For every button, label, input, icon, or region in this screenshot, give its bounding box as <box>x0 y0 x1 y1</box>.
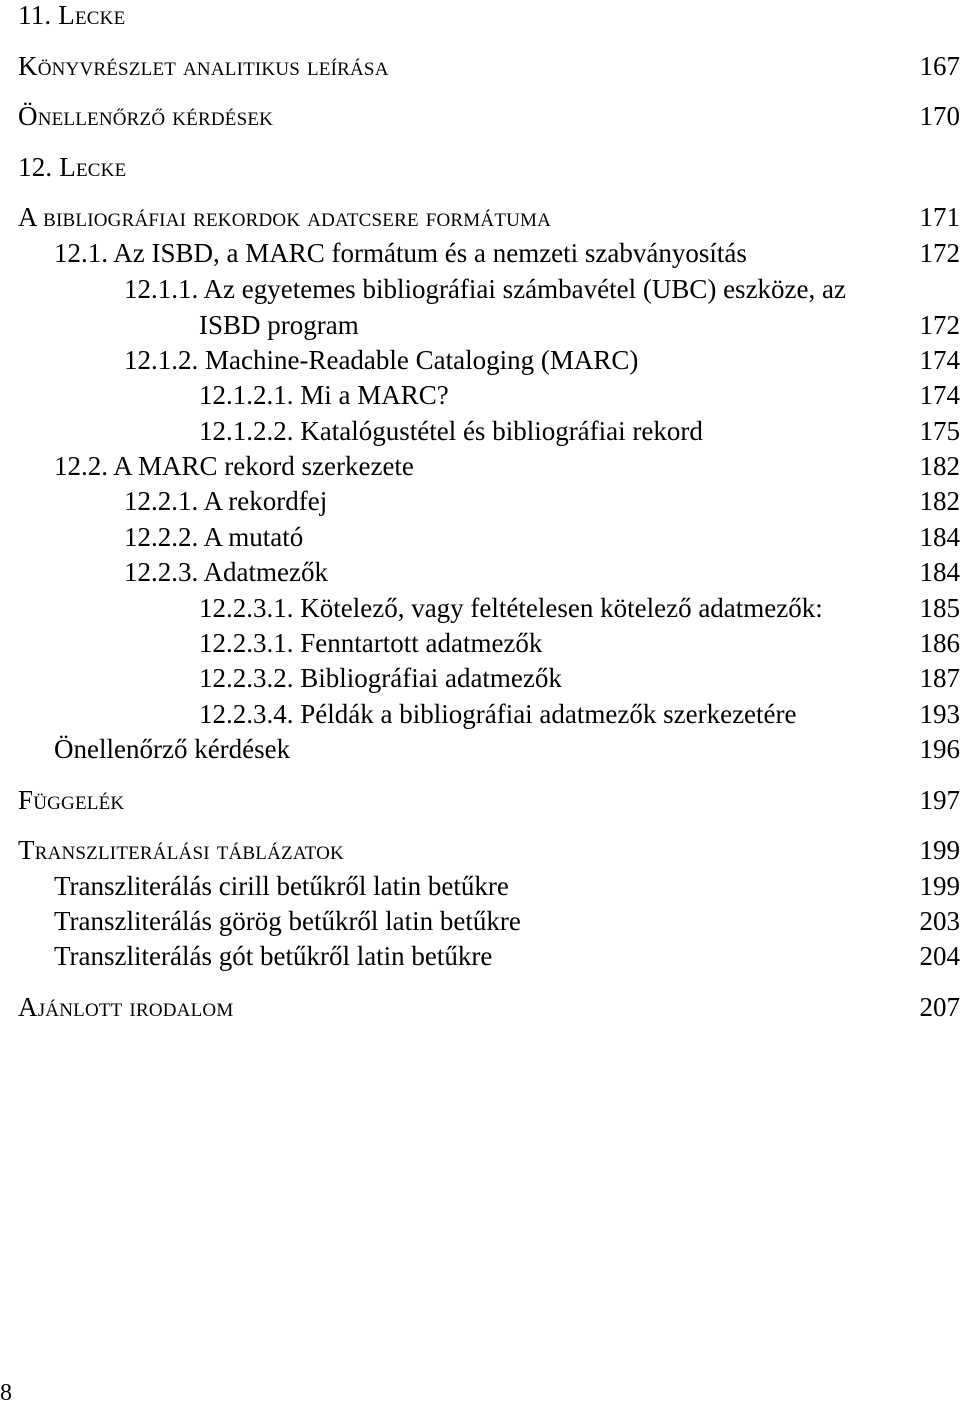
toc-page: 196 <box>919 734 960 764</box>
toc-entry-got <box>0 936 960 976</box>
toc-page: 170 <box>919 101 960 131</box>
toc-page: 187 <box>919 663 960 693</box>
toc-label: Transzliterálás cirill betűkről latin betűkre <box>54 871 509 901</box>
toc-entry-adatcsere-formatum <box>0 197 960 237</box>
toc-page: 182 <box>919 486 960 516</box>
toc-page: 199 <box>919 835 960 865</box>
toc-label: 12.2.1. A rekordfej <box>124 486 328 516</box>
toc-label: 12.2.3. Adatmezők <box>124 557 328 587</box>
toc-entry-onellenorzo-2 <box>0 729 960 769</box>
toc-entry-12-1-2-2 <box>0 411 960 451</box>
toc-page: 207 <box>919 992 960 1022</box>
toc-page: 172 <box>919 310 960 340</box>
toc-label: 12.2.3.4. Példák a bibliográfiai adatmezők szerkezetére <box>199 699 797 729</box>
toc-label: Transzliterálás görög betűkről latin betűkre <box>54 906 521 936</box>
toc-label: 12.2. A MARC rekord szerkezete <box>54 451 414 481</box>
toc-page: 186 <box>919 628 960 658</box>
toc-label: 12.1.2. Machine-Readable Cataloging (MARC) <box>124 345 639 375</box>
toc-entry-12-2-3-2 <box>0 658 960 698</box>
toc-entry-12-2-3 <box>0 552 960 592</box>
toc-page: 193 <box>919 699 960 729</box>
toc-label: Könyvrészlet analitikus leírása <box>18 51 389 81</box>
toc-page: 184 <box>919 557 960 587</box>
toc-page: 174 <box>919 380 960 410</box>
toc-entry-12-1-1 <box>0 269 960 309</box>
toc-page: 182 <box>919 451 960 481</box>
toc-page: 197 <box>919 785 960 815</box>
toc-label: 12.1. Az ISBD, a MARC formátum és a nemzeti szabványosítás <box>54 238 747 268</box>
toc-label: 12.2.3.2. Bibliográfiai adatmezők <box>199 663 562 693</box>
toc-page: 184 <box>919 522 960 552</box>
toc-entry-onellenorzo <box>0 96 960 136</box>
toc-entry-konyvreszlet <box>0 46 960 86</box>
toc-label: Transzliterálási táblázatok <box>18 835 344 865</box>
toc-entry-12-2-2 <box>0 517 960 557</box>
toc-page: 203 <box>919 906 960 936</box>
toc-page: 199 <box>919 871 960 901</box>
toc-entry-12-2-3-1b <box>0 623 960 663</box>
toc-page: 174 <box>919 345 960 375</box>
toc-page: 172 <box>919 238 960 268</box>
toc-entry-12-1 <box>0 233 960 273</box>
toc-label: ISBD program <box>199 310 359 340</box>
toc-label: 12.2.3.1. Kötelező, vagy feltételesen kötelező adatmezők: <box>199 593 823 623</box>
toc-label: A bibliográfiai rekordok adatcsere formátuma <box>18 202 552 232</box>
toc-page: 185 <box>919 593 960 623</box>
toc-entry-12-1-2-1 <box>0 375 960 415</box>
toc-page: 175 <box>919 416 960 446</box>
toc-heading-lecke-11 <box>0 0 960 35</box>
toc-entry-12-1-1-cont <box>0 305 960 345</box>
toc-entry-12-1-2 <box>0 340 960 380</box>
toc-label: 12.1.1. Az egyetemes bibliográfiai számbavétel (UBC) eszköze, az <box>124 274 846 304</box>
toc-entry-12-2 <box>0 446 960 486</box>
toc-entry-transzliteralasi <box>0 830 960 870</box>
toc-label: Önellenőrző kérdések <box>18 101 274 131</box>
toc-entry-gorog <box>0 901 960 941</box>
toc-entry-12-2-3-4 <box>0 694 960 734</box>
toc-label: 12.2.3.1. Fenntartott adatmezők <box>199 628 543 658</box>
toc-entry-fuggelek <box>0 780 960 820</box>
toc-label: Függelék <box>18 785 125 815</box>
toc-label: 12.1.2.2. Katalógustétel és bibliográfiai rekord <box>199 416 703 446</box>
toc-entry-12-2-1 <box>0 481 960 521</box>
toc-entry-ajanlott-irodalom <box>0 987 960 1027</box>
toc-entry-cirill <box>0 866 960 906</box>
toc-label: 12. Lecke <box>18 152 127 182</box>
page-number: 8 <box>0 1380 12 1406</box>
toc-page: 171 <box>919 202 960 232</box>
toc-page: 167 <box>919 51 960 81</box>
toc-label: 12.1.2.1. Mi a MARC? <box>199 380 449 410</box>
toc-label: Ajánlott irodalom <box>18 992 234 1022</box>
toc-heading-lecke-12 <box>0 147 960 187</box>
toc-label: 11. Lecke <box>18 0 126 30</box>
toc-label: Transzliterálás gót betűkről latin betűkre <box>54 941 493 971</box>
toc-label: 12.2.2. A mutató <box>124 522 304 552</box>
toc-entry-12-2-3-1a <box>0 588 960 628</box>
toc-page: 204 <box>919 941 960 971</box>
toc-label: Önellenőrző kérdések <box>54 734 291 764</box>
